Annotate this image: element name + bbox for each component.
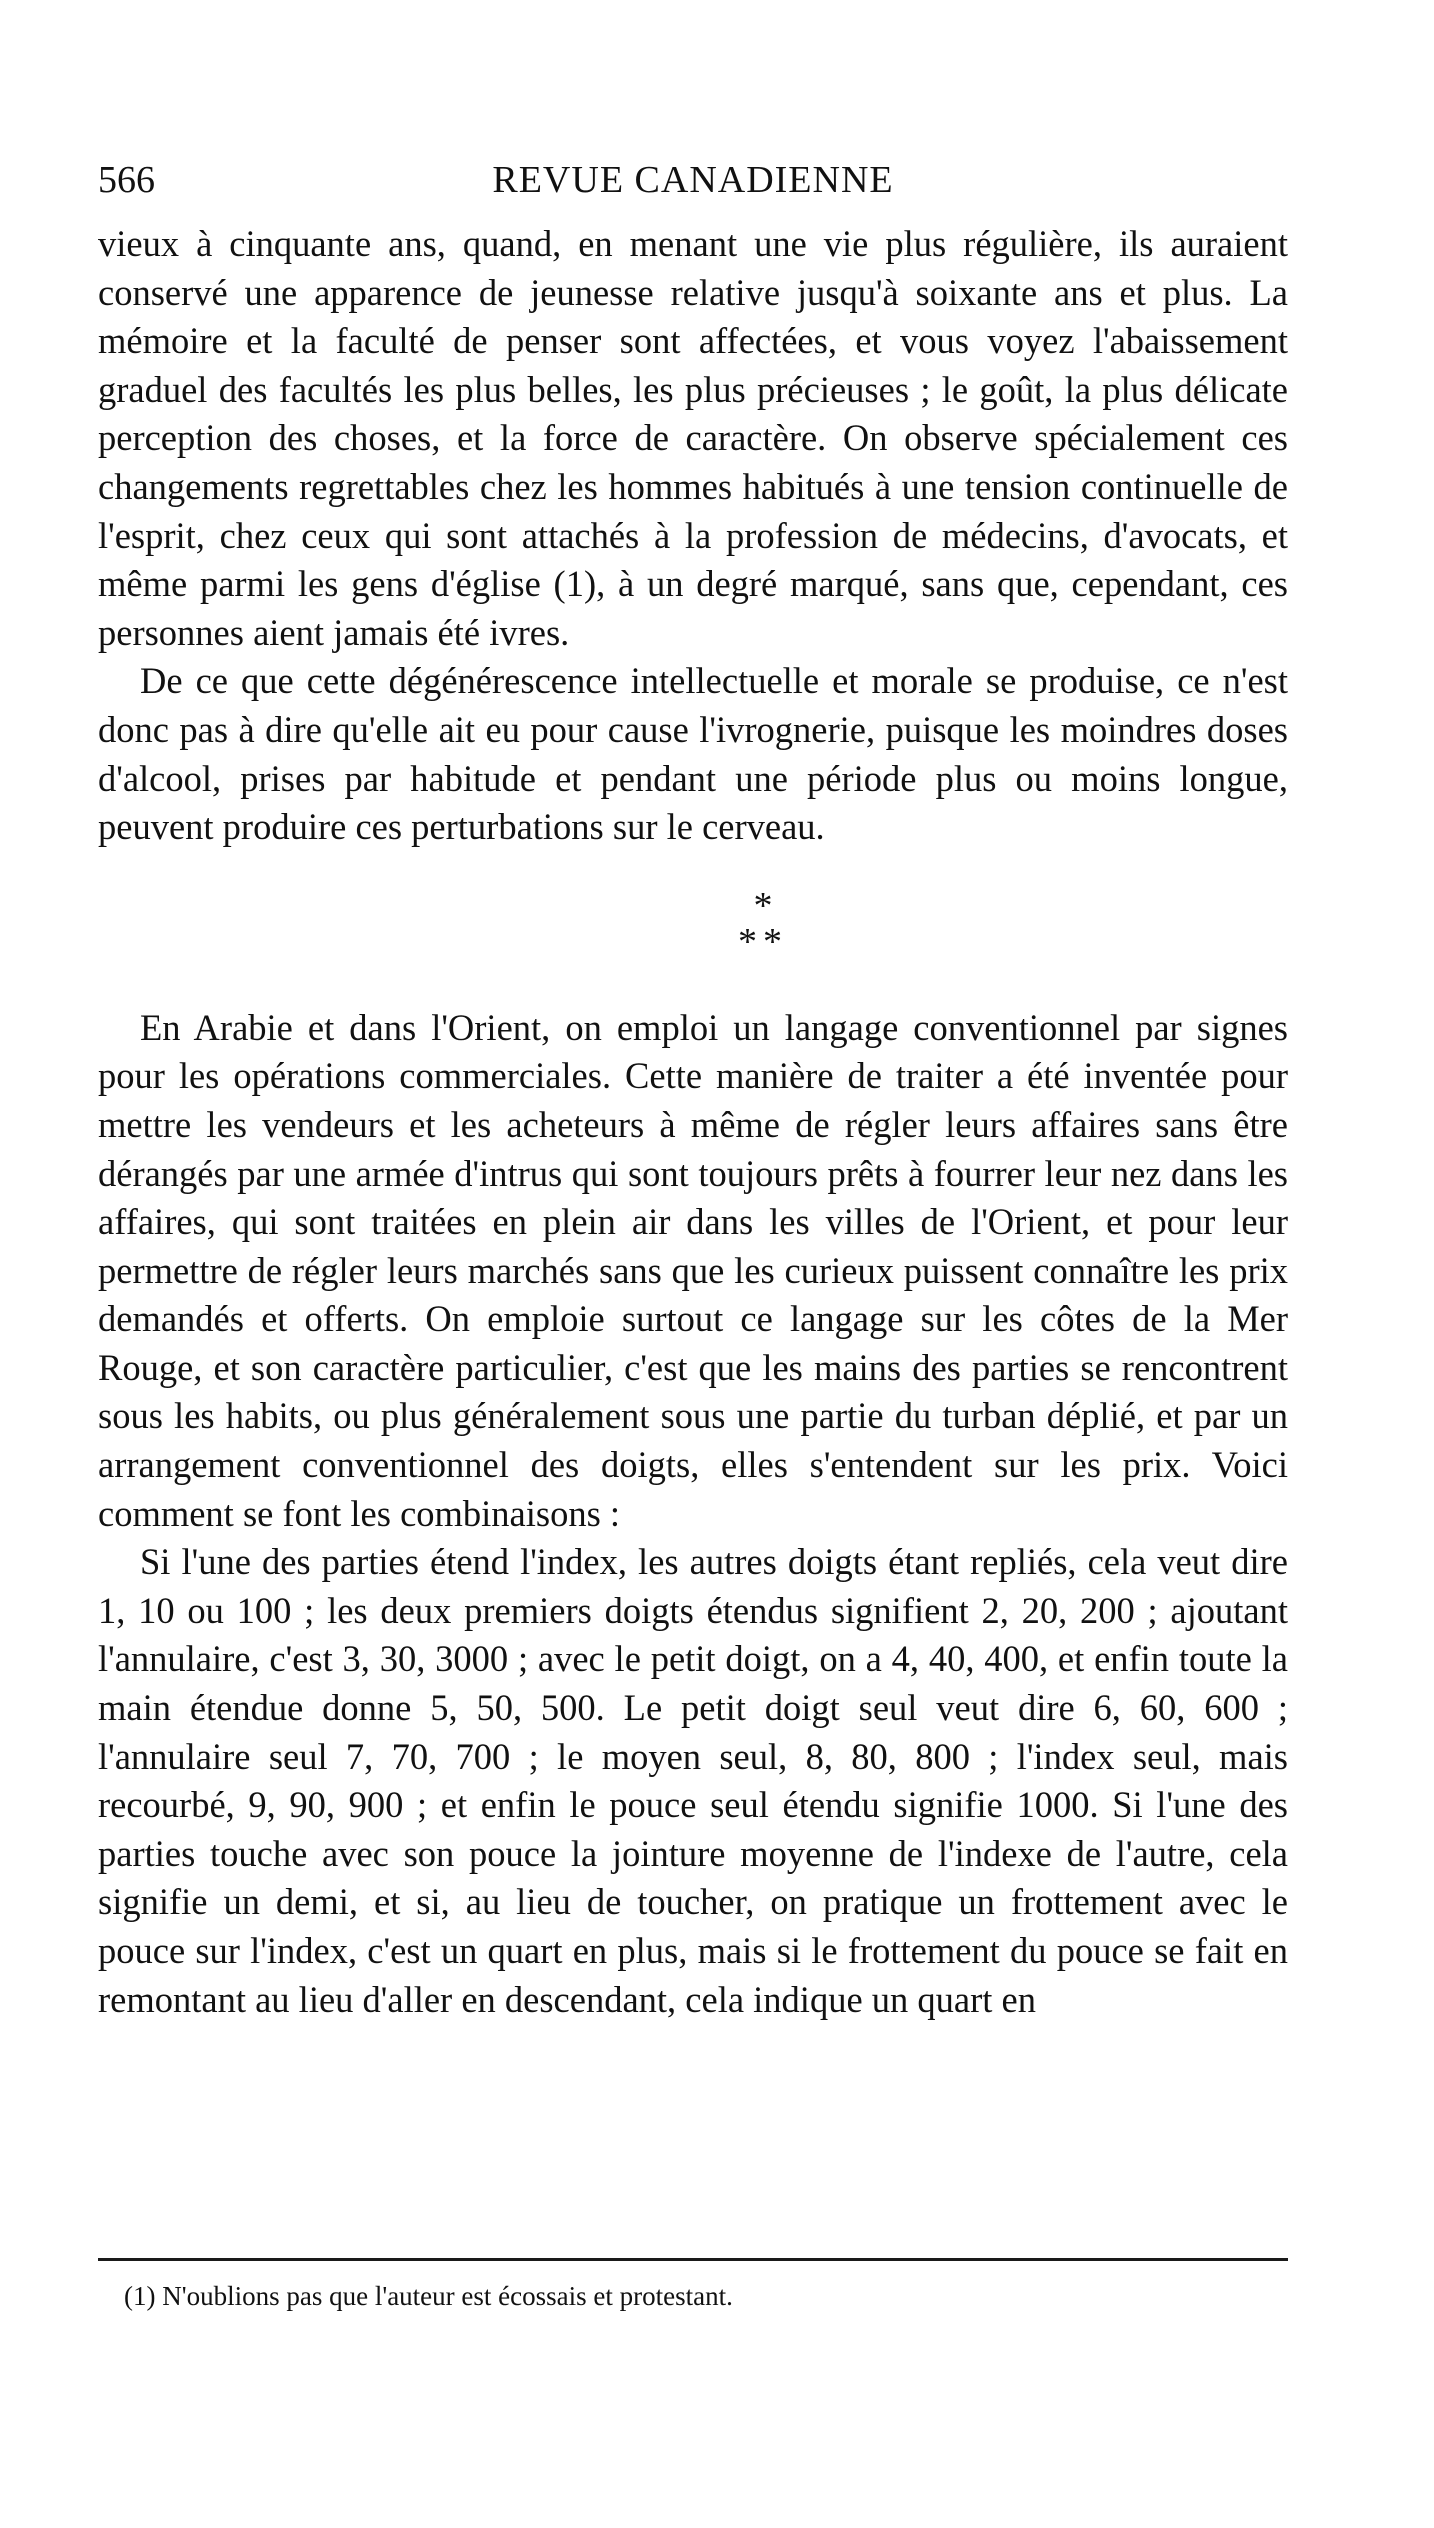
footnote: (1) N'oublions pas que l'auteur est écossais et protestant. bbox=[124, 2281, 733, 2311]
document-page bbox=[98, 150, 1288, 2311]
asterism-top: * bbox=[753, 884, 773, 927]
asterism-bottom: ** bbox=[738, 920, 788, 963]
paragraph-1: vieux à cinquante ans, quand, en menant une vie plus régulière, ils auraient conservé une apparence de jeunesse relative jusqu'à soixante ans et plus. La mémoire et la faculté de penser sont affectées, et vous voyez l'abaissement graduel des facultés les plus belles, les plus précieuses ; le goût, la plus délicate perception des choses, et la force de caractère. On observe spécialement ces changements regrettables chez les hommes habitués à une tension continuelle de l'esprit, chez ceux qui sont attachés à la profession de médecins, d'avocats, et même parmi les gens d'église (1), à un degré marqué, sans que, cependant, ces personnes aient jamais été ivres. bbox=[98, 223, 1288, 653]
paragraph-4: Si l'une des parties étend l'index, les autres doigts étant repliés, cela veut dire 1, 10 ou 100 ; les deux premiers doigts étendus signifient 2, 20, 200 ; ajoutant l'annulaire, c'est 3, 30, 3000 ; avec le petit doigt, on a 4, 40, 400, et enfin toute la main étendue donne 5, 50, 500. Le petit doigt seul veut dire 6, 60, 600 ; l'annulaire seul 7, 70, 700 ; le moyen seul, 8, 80, 800 ; l'index seul, mais recourbé, 9, 90, 900 ; et enfin le pouce seul étendu signifie 1000. Si l'une des parties touche avec son pouce la jointure moyenne de l'indexe de l'autre, cela signifie un demi, et si, au lieu de toucher, on pratique un frottement avec le pouce sur l'index, c'est un quart en plus, mais si le frottement du pouce se fait en remontant au lieu d'aller en descendant, cela indique un quart en bbox=[98, 1541, 1288, 2020]
running-title: REVUE CANADIENNE bbox=[492, 159, 894, 201]
page-header bbox=[98, 150, 1288, 220]
paragraph-2: De ce que cette dégénérescence intellectuelle et morale se produise, ce n'est donc pas à dire qu'elle ait eu pour cause l'ivrognerie, puisque les moindres doses d'alcool, prises par habitude et pendant une période plus ou moins longue, peuvent produire ces perturbations sur le cerveau. bbox=[98, 660, 1288, 848]
section-asterism bbox=[98, 884, 1288, 1012]
paragraph-3: En Arabie et dans l'Orient, on emploi un langage conventionnel par signes pour les opérations commerciales. Cette manière de traiter a été inventée pour mettre les vendeurs et les acheteurs à même de régler leurs affaires sans être dérangés par une armée d'intrus qui sont toujours prêts à fourrer leur nez dans les affaires, qui sont traitées en plein air dans les villes de l'Orient, et pour leur permettre de régler leurs marchés sans que les curieux puissent connaître les prix demandés et offerts. On emploie surtout ce langage sur les côtes de la Mer Rouge, et son caractère particulier, c'est que les mains des parties se rencontrent sous les habits, ou plus généralement sous une partie du turban déplié, et par un arrangement conventionnel des doigts, elles s'entendent sur les prix. Voici comment se font les combinaisons : bbox=[98, 1006, 1288, 1534]
body-text bbox=[98, 220, 1288, 2024]
page-number: 566 bbox=[98, 159, 155, 201]
footnote-rule bbox=[98, 2258, 1288, 2261]
